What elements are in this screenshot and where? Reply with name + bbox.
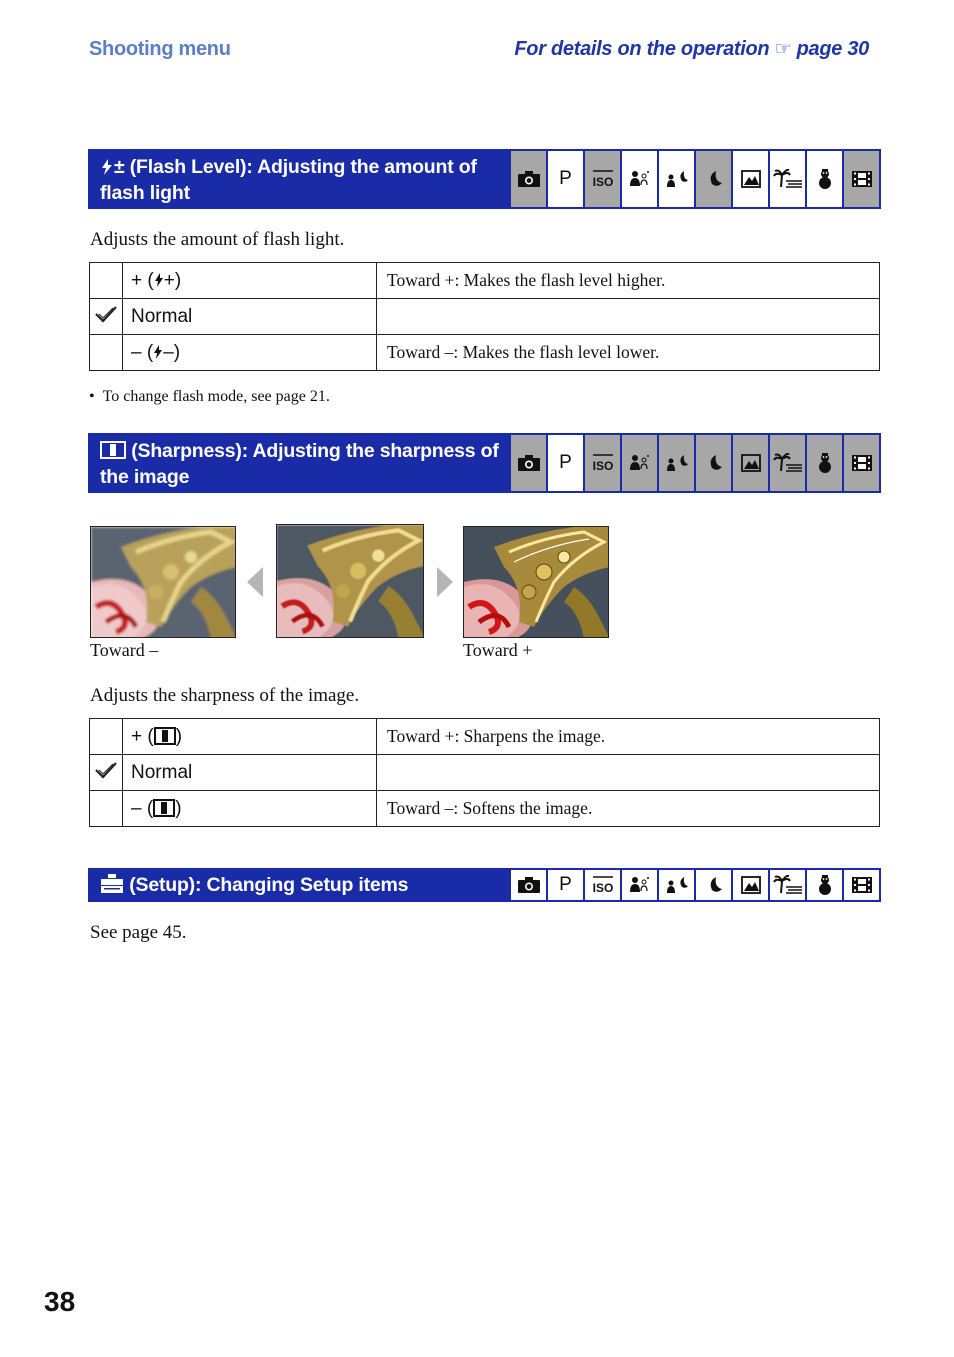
soft-snap-icon — [628, 453, 652, 473]
mode-cell-camera-auto — [511, 870, 546, 900]
option-description — [377, 755, 880, 791]
movie-icon — [850, 453, 874, 473]
snow-icon — [815, 168, 835, 190]
check-cell — [90, 719, 123, 755]
option-name: – ( –) — [123, 335, 377, 371]
setup-icon — [100, 874, 124, 896]
page-number: 38 — [44, 1286, 76, 1317]
mode-icon-strip — [511, 870, 879, 900]
sharpness-minus-icon — [153, 799, 175, 817]
mode-cell-snow — [807, 870, 842, 900]
mode-cell-soft-snap — [622, 870, 657, 900]
setup-intro: See page 45. — [90, 922, 187, 943]
beach-icon — [773, 169, 803, 189]
pointing-hand-icon: ☞ — [774, 39, 792, 60]
section-flash-level-bar — [88, 149, 881, 209]
details-page: page 30 — [796, 38, 869, 60]
check-cell — [90, 335, 123, 371]
mode-cell-snow — [807, 435, 842, 491]
mode-cell-high-sensitivity — [585, 151, 620, 207]
check-cell — [90, 791, 123, 827]
example-photo-soft — [90, 526, 236, 638]
section-title: (Sharpness): Adjusting the sharpness of the image — [100, 440, 499, 488]
twilight-icon — [704, 169, 724, 189]
option-description: Toward +: Makes the flash level higher. — [377, 263, 880, 299]
high-sensitivity-icon — [591, 874, 615, 896]
option-name: + ( +) — [123, 263, 377, 299]
svg-text:ISO: ISO — [592, 175, 613, 189]
option-description: Toward –: Softens the image. — [377, 791, 880, 827]
mode-cell-beach — [770, 435, 805, 491]
table-row[interactable] — [90, 299, 880, 335]
mode-cell-soft-snap — [622, 151, 657, 207]
mode-cell-program — [548, 870, 583, 900]
soft-snap-icon — [628, 169, 652, 189]
table-row[interactable] — [90, 719, 880, 755]
mode-cell-beach — [770, 151, 805, 207]
mode-cell-program — [548, 151, 583, 207]
option-description: Toward –: Makes the flash level lower. — [377, 335, 880, 371]
svg-text:ISO: ISO — [592, 459, 613, 473]
details-prefix: For details on the operation — [514, 38, 770, 60]
sharpness-plus-icon — [154, 727, 176, 745]
option-name: Normal — [123, 299, 377, 335]
snow-icon — [815, 874, 835, 896]
example-photo-sharp — [463, 526, 609, 638]
mode-cell-movie — [844, 435, 879, 491]
mode-cell-snow — [807, 151, 842, 207]
table-row[interactable] — [90, 263, 880, 299]
mode-cell-movie — [844, 151, 879, 207]
mode-cell-twilight-portrait — [659, 870, 694, 900]
program-icon: P — [559, 874, 572, 895]
check-cell — [90, 755, 123, 791]
example-photo-normal — [276, 524, 424, 638]
option-description — [377, 299, 880, 335]
twilight-portrait-icon — [665, 875, 689, 895]
sharpness-intro: Adjusts the sharpness of the image. — [90, 685, 360, 706]
caption-toward-minus: Toward – — [90, 640, 159, 660]
arrow-right-icon — [437, 567, 453, 597]
table-row[interactable] — [90, 755, 880, 791]
high-sensitivity-icon — [591, 452, 615, 474]
checkmark-icon — [95, 305, 117, 323]
sharpness-icon — [100, 440, 126, 462]
mode-cell-twilight-portrait — [659, 151, 694, 207]
mode-icon-strip — [511, 151, 879, 207]
mode-icon-strip — [511, 435, 879, 491]
mode-cell-high-sensitivity — [585, 435, 620, 491]
mode-cell-beach — [770, 870, 805, 900]
option-name: – ( ) — [123, 791, 377, 827]
flash-bolt-icon — [153, 345, 163, 359]
arrow-left-icon — [247, 567, 263, 597]
mode-cell-twilight — [696, 435, 731, 491]
mode-cell-camera-auto — [511, 435, 546, 491]
mode-cell-landscape — [733, 870, 768, 900]
section-sharpness-bar — [88, 433, 881, 493]
twilight-icon — [704, 453, 724, 473]
camera-auto-icon — [517, 876, 541, 894]
option-description: Toward +: Sharpens the image. — [377, 719, 880, 755]
snow-icon — [815, 452, 835, 474]
camera-auto-icon — [517, 170, 541, 188]
soft-snap-icon — [628, 875, 652, 895]
flash-level-icon: ± — [100, 156, 125, 178]
twilight-icon — [704, 875, 724, 895]
mode-cell-landscape — [733, 151, 768, 207]
landscape-icon — [740, 169, 762, 189]
mode-cell-twilight — [696, 870, 731, 900]
running-header-section: Shooting menu — [89, 38, 231, 60]
svg-text:ISO: ISO — [592, 881, 613, 895]
flash-bolt-icon — [154, 273, 164, 287]
twilight-portrait-icon — [665, 453, 689, 473]
option-name: + ( ) — [123, 719, 377, 755]
camera-auto-icon — [517, 454, 541, 472]
beach-icon — [773, 875, 803, 895]
mode-cell-landscape — [733, 435, 768, 491]
table-row[interactable] — [90, 791, 880, 827]
program-icon: P — [559, 168, 572, 189]
mode-cell-twilight-portrait — [659, 435, 694, 491]
section-setup-bar — [88, 868, 881, 902]
mode-cell-twilight — [696, 151, 731, 207]
beach-icon — [773, 453, 803, 473]
mode-cell-camera-auto — [511, 151, 546, 207]
section-title: (Setup): Changing Setup items — [100, 872, 408, 898]
flash-intro: Adjusts the amount of flash light. — [90, 229, 345, 250]
checkmark-icon — [95, 761, 117, 779]
twilight-portrait-icon — [665, 169, 689, 189]
mode-cell-high-sensitivity — [585, 870, 620, 900]
check-cell — [90, 263, 123, 299]
movie-icon — [850, 875, 874, 895]
section-title: ± (Flash Level): Adjusting the amount of flash light — [100, 156, 477, 204]
movie-icon — [850, 169, 874, 189]
landscape-icon — [740, 453, 762, 473]
sharpness-options-table — [89, 718, 880, 827]
flash-note: • To change flash mode, see page 21. — [89, 388, 330, 405]
mode-cell-movie — [844, 870, 879, 900]
caption-toward-plus: Toward + — [463, 640, 533, 660]
running-header-reference — [514, 38, 869, 61]
table-row[interactable] — [90, 335, 880, 371]
mode-cell-program — [548, 435, 583, 491]
program-icon: P — [559, 452, 572, 473]
flash-options-table — [89, 262, 880, 371]
check-cell — [90, 299, 123, 335]
high-sensitivity-icon — [591, 168, 615, 190]
landscape-icon — [740, 875, 762, 895]
option-name: Normal — [123, 755, 377, 791]
mode-cell-soft-snap — [622, 435, 657, 491]
